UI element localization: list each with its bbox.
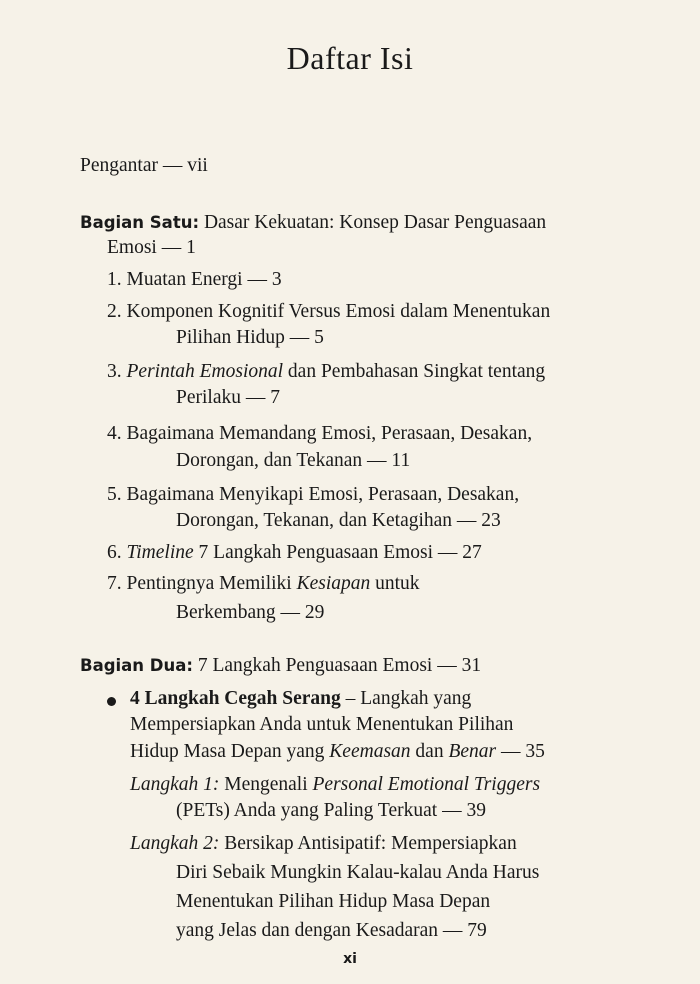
langkah-label: Langkah 1: <box>130 774 220 795</box>
page-title: Daftar Isi <box>286 40 414 76</box>
langkah-label: Langkah 2: <box>130 833 220 854</box>
bagian-dua-title: 7 Langkah Penguasaan Emosi — 31 <box>197 655 482 676</box>
toc-item-italic: Kesiapan <box>296 573 371 594</box>
toc-item-2-cont: Pilihan Hidup — 5 <box>176 327 324 348</box>
toc-item-text: Pentingnya Memiliki <box>126 573 297 594</box>
page-number: xi <box>343 951 357 967</box>
toc-item-italic: Timeline <box>126 542 194 563</box>
bullet-dot <box>107 697 116 706</box>
toc-item-1 <box>107 270 282 290</box>
bagian-satu-title-cont: Emosi — 1 <box>107 237 196 258</box>
langkah-1 <box>130 775 540 795</box>
langkah-italic: Personal Emotional Triggers <box>312 774 541 795</box>
langkah-text: Bersikap Antisipatif: Mempersiapkan <box>219 833 517 854</box>
bullet-line3-text-2: dan <box>410 741 449 762</box>
bullet-entry-line3 <box>130 742 545 762</box>
toc-item-number: 5. <box>107 484 122 505</box>
langkah-2 <box>130 834 517 854</box>
bagian-dua-label: Bagian Dua: <box>80 656 193 675</box>
bagian-satu-title: Dasar Kekuatan: Konsep Dasar Penguasaan <box>203 212 547 233</box>
toc-item-text-rest: untuk <box>370 573 420 594</box>
toc-item-number: 1. <box>107 269 122 290</box>
langkah-2-line3: Menentukan Pilihan Hidup Masa Depan <box>176 891 491 912</box>
toc-item-7-cont: Berkembang — 29 <box>176 602 325 623</box>
toc-item-3 <box>107 362 545 382</box>
toc-item-4 <box>107 424 532 444</box>
toc-item-5-cont: Dorongan, Tekanan, dan Ketagihan — 23 <box>176 510 501 531</box>
bullet-line3-page: — 35 <box>496 741 545 762</box>
toc-item-number: 7. <box>107 573 122 594</box>
toc-item-4-cont: Dorongan, dan Tekanan — 11 <box>176 450 411 471</box>
toc-item-number: 3. <box>107 361 122 382</box>
bullet-line3-italic-2: Benar <box>448 741 497 762</box>
toc-item-number: 2. <box>107 301 122 322</box>
toc-item-2 <box>107 302 550 322</box>
toc-item-italic: Perintah Emosional <box>126 361 284 382</box>
toc-item-text: Komponen Kognitif Versus Emosi dalam Menentukan <box>126 301 551 322</box>
bagian-satu-label: Bagian Satu: <box>80 213 200 232</box>
bullet-entry-text: – Langkah yang <box>340 688 472 709</box>
toc-item-5 <box>107 485 519 505</box>
toc-item-number: 6. <box>107 542 122 563</box>
toc-item-text: 7 Langkah Penguasaan Emosi — 27 <box>193 542 482 563</box>
toc-item-number: 4. <box>107 423 122 444</box>
langkah-2-line2: Diri Sebaik Mungkin Kalau-kalau Anda Harus <box>176 862 540 883</box>
bagian-dua-heading <box>80 656 481 676</box>
bullet-line3-text: Hidup Masa Depan yang <box>130 741 330 762</box>
langkah-1-cont: (PETs) Anda yang Paling Terkuat — 39 <box>176 800 486 821</box>
langkah-2-line4: yang Jelas dan dengan Kesadaran — 79 <box>176 920 487 941</box>
bullet-line3-italic-1: Keemasan <box>329 741 411 762</box>
toc-item-3-cont: Perilaku — 7 <box>176 387 280 408</box>
toc-item-7 <box>107 574 420 594</box>
langkah-text: Mengenali <box>219 774 313 795</box>
bullet-entry-line2: Mempersiapkan Anda untuk Menentukan Pilihan <box>130 714 514 735</box>
bullet-entry-bold: 4 Langkah Cegah Serang <box>130 688 341 709</box>
toc-item-text: Muatan Energi — 3 <box>126 269 282 290</box>
toc-entry-pengantar: Pengantar — vii <box>80 155 208 176</box>
toc-item-text: Bagaimana Memandang Emosi, Perasaan, Desakan, <box>126 423 533 444</box>
toc-item-text: dan Pembahasan Singkat tentang <box>283 361 546 382</box>
toc-item-6 <box>107 543 482 563</box>
bullet-entry <box>130 689 471 709</box>
toc-item-text: Bagaimana Menyikapi Emosi, Perasaan, Desakan, <box>126 484 520 505</box>
bagian-satu-heading <box>80 213 546 233</box>
